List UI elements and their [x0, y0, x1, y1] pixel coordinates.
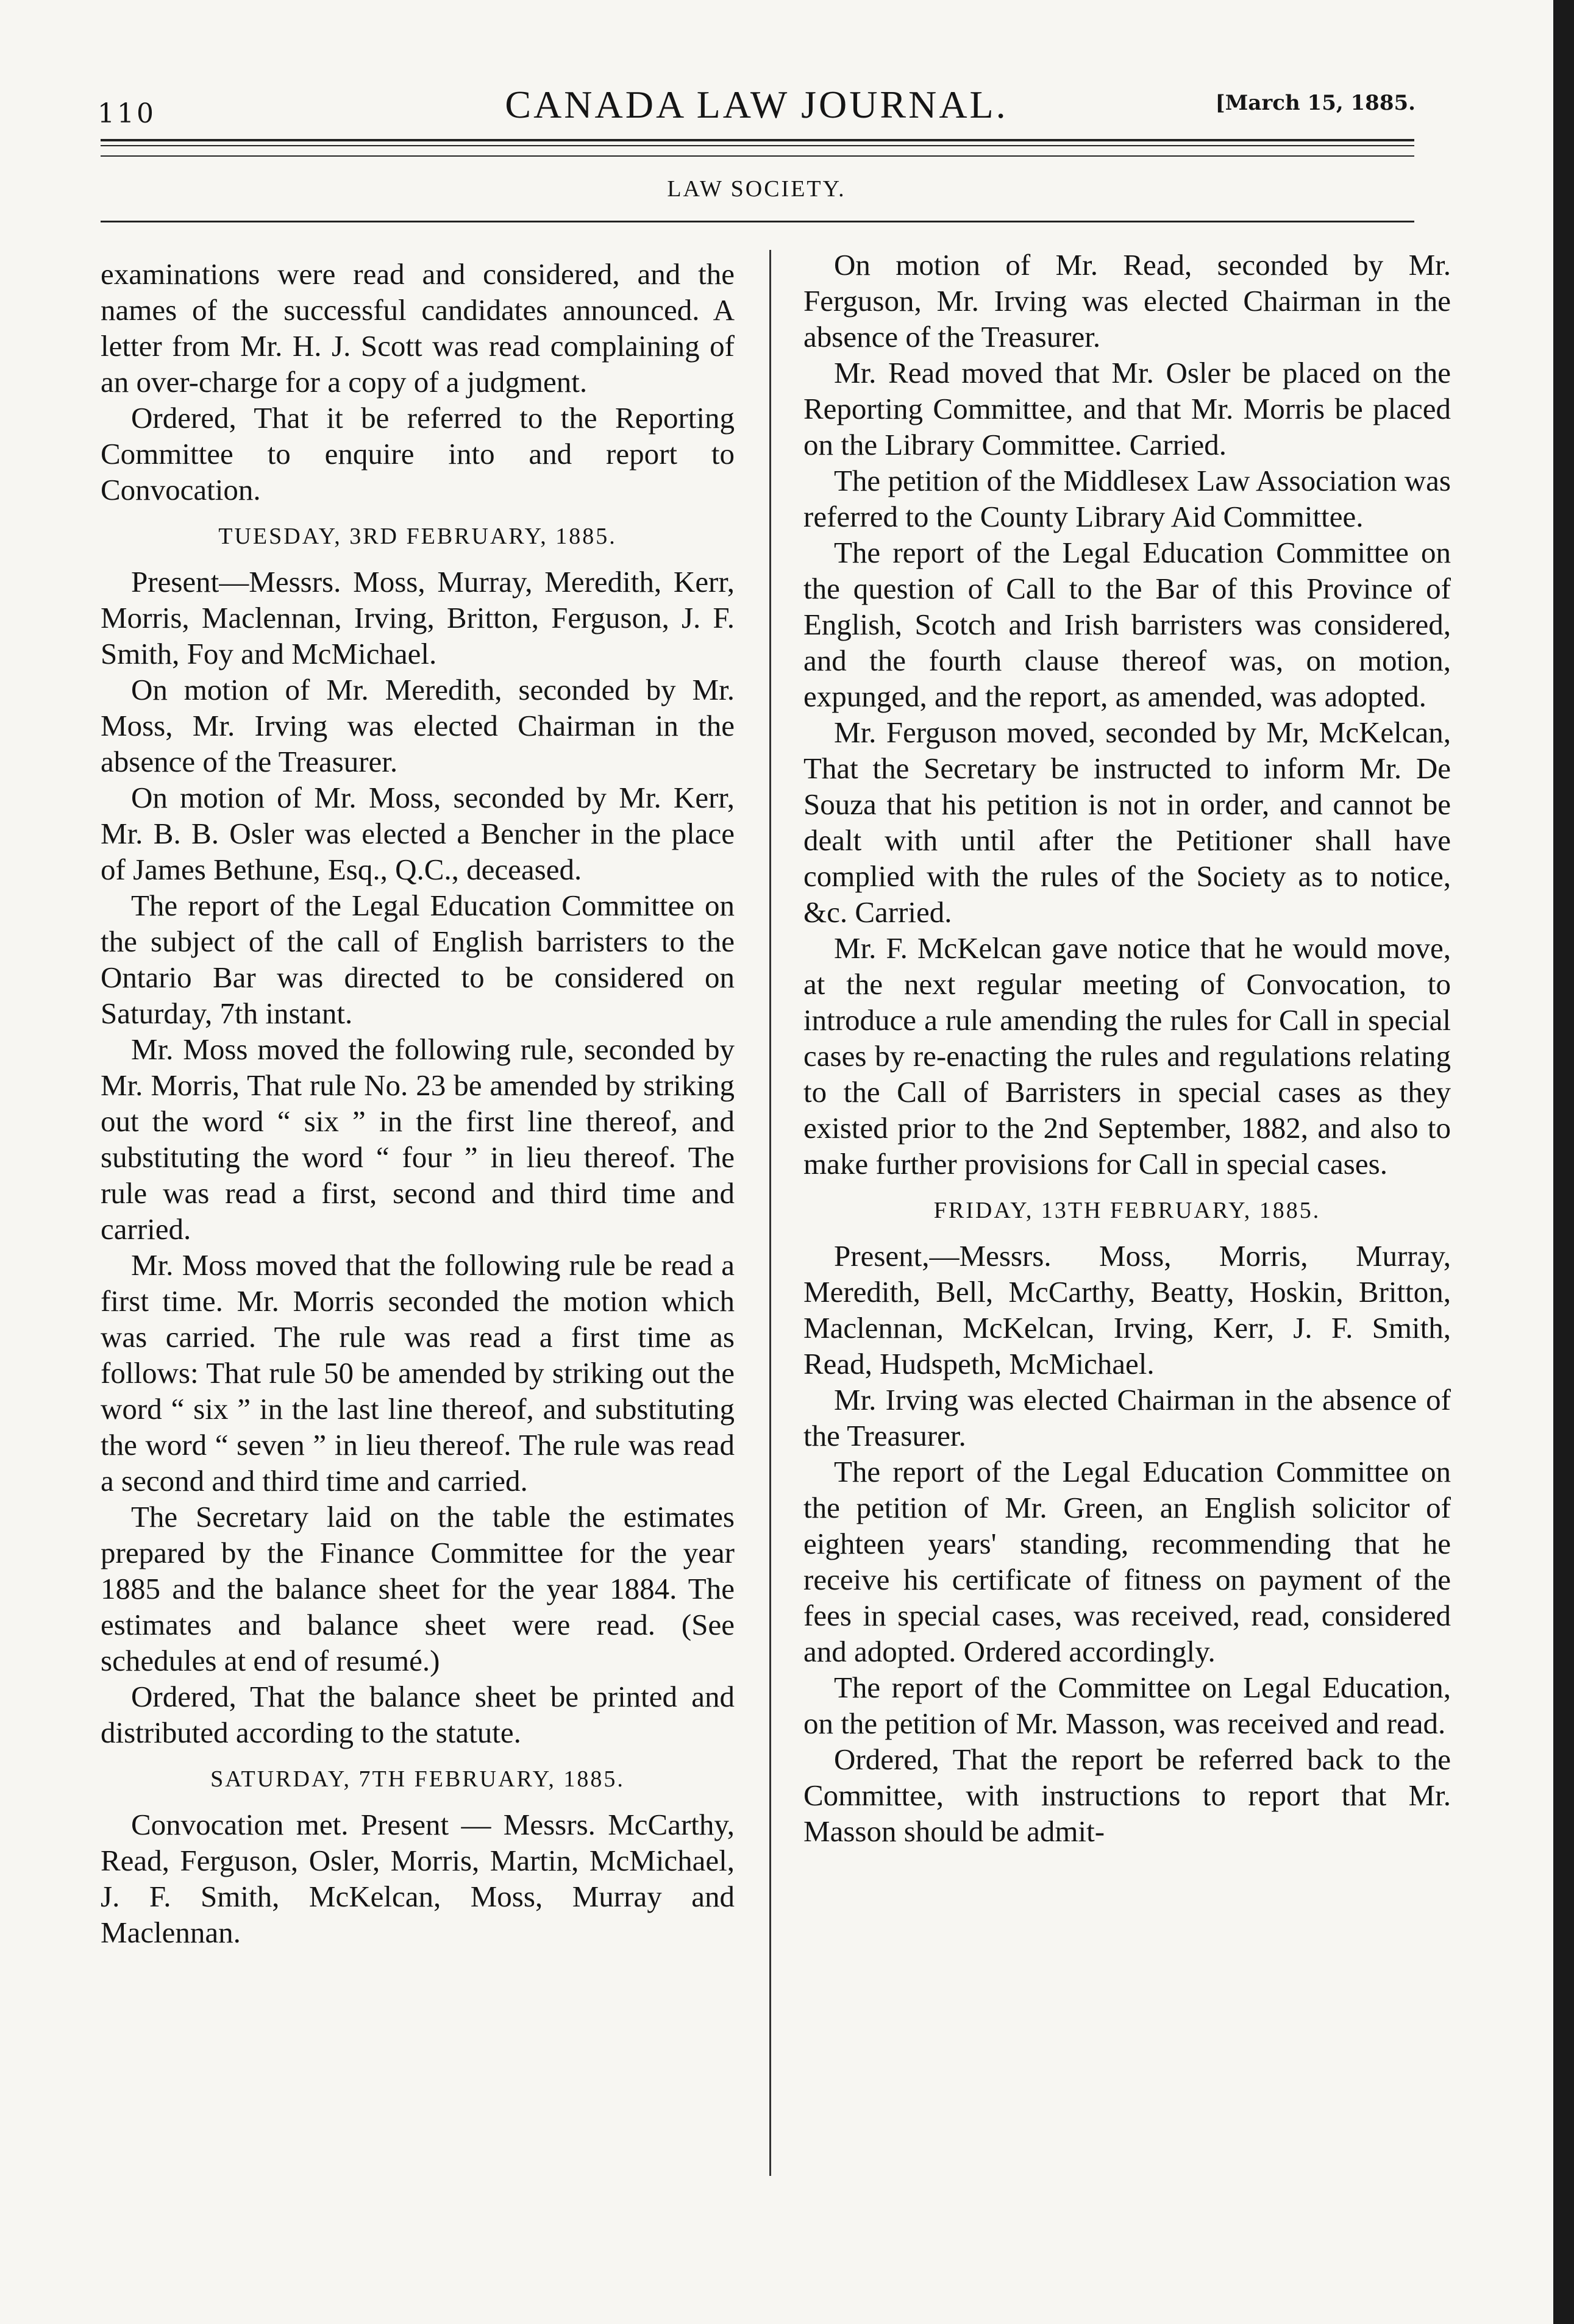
header-rule-lower — [101, 155, 1414, 157]
header-rule-thick — [101, 139, 1414, 141]
paragraph: On motion of Mr. Moss, seconded by Mr. Kerr, Mr. B. B. Osler was elected a Bencher in the place of James Bethune, Esq., Q.C., deceased. — [101, 781, 735, 886]
section-title: LAW SOCIETY. — [667, 176, 846, 202]
page-edge-shadow — [1553, 0, 1574, 2324]
right-column — [803, 247, 1451, 1849]
paragraph: Mr. F. McKelcan gave notice that he would move, at the next regular meeting of Convocation, to introduce a rule amending the rules for Call in special cases by re-enacting the rules and regulations relating to the Call of Barristers in special cases as they existed prior to the 2nd September, 1882, and also to make further provisions for Call in special cases. — [803, 931, 1451, 1181]
meeting-heading: SATURDAY, 7TH FEBRUARY, 1885. — [210, 1766, 625, 1792]
paragraph: examinations were read and considered, and the names of the successful candidates announced. A letter from Mr. H. J. Scott was read complaining of an over-charge for a copy of a judgment. — [101, 257, 735, 399]
paragraph: Present,—Messrs. Moss, Morris, Murray, Meredith, Bell, McCarthy, Beatty, Hoskin, Britton, Maclennan, McKelcan, Irving, Kerr, J. F. Smith, Read, Hudspeth, McMichael. — [803, 1239, 1451, 1381]
paragraph: Mr. Ferguson moved, seconded by Mr, McKelcan, That the Secretary be instructed to inform Mr. De Souza that his petition is not in order, and cannot be dealt with until after the Petitioner shall have complied with the rules of the Society as to notice, &c. Carried. — [803, 716, 1451, 929]
paragraph: Ordered, That the balance sheet be printed and distributed according to the statute. — [101, 1680, 735, 1749]
paragraph: Mr. Irving was elected Chairman in the absence of the Treasurer. — [803, 1383, 1451, 1452]
paragraph: Convocation met. Present — Messrs. McCarthy, Read, Ferguson, Osler, Morris, Martin, McMichael, J. F. Smith, McKelcan, Moss, Murray and Maclennan. — [101, 1808, 735, 1949]
paragraph: Ordered, That it be referred to the Reporting Committee to enquire into and report to Convocation. — [101, 401, 735, 506]
paragraph: The report of the Legal Education Committee on the subject of the call of English barristers to the Ontario Bar was directed to be considered on Saturday, 7th instant. — [101, 889, 735, 1030]
paragraph: The report of the Legal Education Committee on the question of Call to the Bar of this Province of English, Scotch and Irish barristers was considered, and the fourth clause thereof was, on motion, expunged, and the report, as amended, was adopted. — [803, 536, 1451, 713]
paragraph: Ordered, That the report be referred back to the Committee, with instructions to report that Mr. Masson should be admit- — [803, 1743, 1451, 1848]
paragraph: The Secretary laid on the table the estimates prepared by the Finance Committee for the year 1885 and the balance sheet for the year 1884. The estimates and balance sheet were read. (See schedules at end of resumé.) — [101, 1500, 735, 1677]
page-number: 110 — [98, 98, 156, 129]
paragraph: On motion of Mr. Meredith, seconded by Mr. Moss, Mr. Irving was elected Chairman in the absence of the Treasurer. — [101, 673, 735, 778]
paragraph: The report of the Legal Education Committee on the petition of Mr. Green, an English solicitor of eighteen years' standing, recommending that he receive his certificate of fitness on payment of the fees in special cases, was received, read, considered and adopted. Ordered accordingly. — [803, 1455, 1451, 1668]
journal-title: CANADA LAW JOURNAL. — [505, 83, 1008, 126]
left-column — [101, 256, 735, 1950]
paragraph: The report of the Committee on Legal Education, on the petition of Mr. Masson, was received and read. — [803, 1671, 1451, 1740]
meeting-heading: FRIDAY, 13TH FEBRUARY, 1885. — [933, 1198, 1321, 1223]
paragraph: Mr. Read moved that Mr. Osler be placed on the Reporting Committee, and that Mr. Morris be placed on the Library Committee. Carried. — [803, 356, 1451, 461]
section-rule — [101, 221, 1414, 222]
issue-date: [March 15, 1885. — [1215, 91, 1416, 115]
column-divider — [769, 250, 771, 2176]
meeting-heading: TUESDAY, 3RD FEBRUARY, 1885. — [218, 524, 617, 549]
paragraph: The petition of the Middlesex Law Association was referred to the County Library Aid Committee. — [803, 464, 1451, 533]
page-header — [98, 82, 1416, 131]
paragraph: Mr. Moss moved the following rule, seconded by Mr. Morris, That rule No. 23 be amended by striking out the word “ six ” in the first line thereof, and substituting the word “ four ” in lieu thereof. The rule was read a first, second and third time and carried. — [101, 1032, 735, 1246]
paragraph: Mr. Moss moved that the following rule be read a first time. Mr. Morris seconded the motion which was carried. The rule was read a first time as follows: That rule 50 be amended by striking out the word “ six ” in the last line thereof, and substituting the word “ seven ” in lieu thereof. The rule was read a second and third time and carried. — [101, 1248, 735, 1498]
paragraph: On motion of Mr. Read, seconded by Mr. Ferguson, Mr. Irving was elected Chairman in the absence of the Treasurer. — [803, 248, 1451, 354]
header-rule-thin — [101, 145, 1414, 146]
paragraph: Present—Messrs. Moss, Murray, Meredith, Kerr, Morris, Maclennan, Irving, Britton, Ferguson, J. F. Smith, Foy and McMichael. — [101, 565, 735, 670]
